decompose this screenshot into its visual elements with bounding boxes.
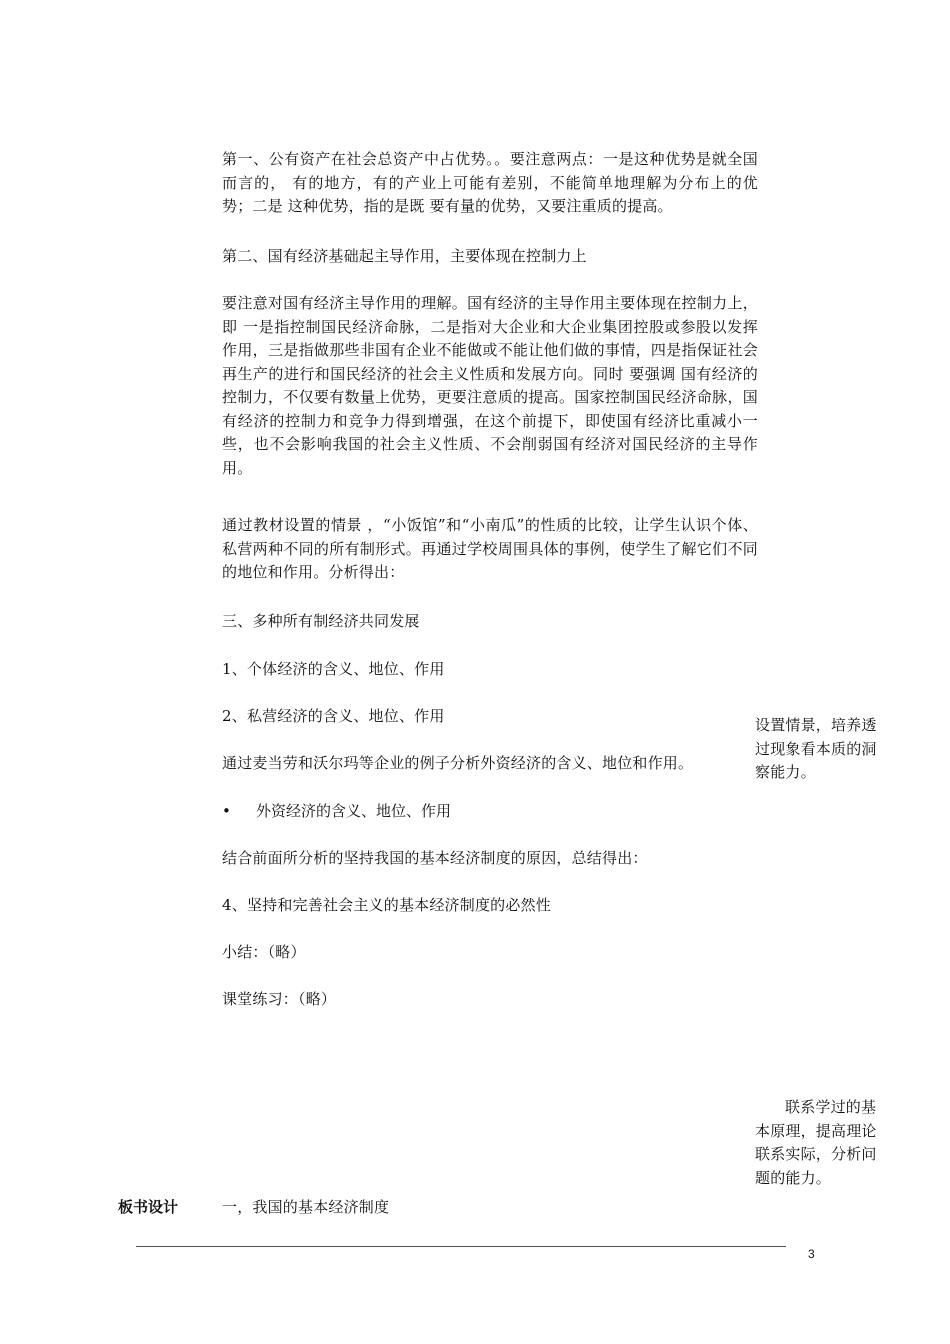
bullet-item-foreign-economy [222, 800, 758, 824]
paragraph-state-economy-detail: 要注意对国有经济主导作用的理解。国有经济的主导作用主要体现在控制力上， 即 一是指控制国民经济命脉，二是指对大企业和大企业集团控股或参股以发挥作用，三是指做那些非国有企业不能做或不能让他们做的事情，四是指保证社会再生产的进行和国民经济的社会主义性质和发展方向。同时 要强调 国有经济的控制力，不仅要有数量上优势，更要注意质的提高。国家控制国民经济命脉，国有经济的控制力和竞争力得到增强，在这个前提下，即使国有经济比重减小一些，也不会影响我国的社会主义性质、不会削弱国有经济对国民经济的主导作用。 [222, 294, 758, 477]
list-item-private-economy: 2、私营经济的含义、地位、作用 [222, 707, 445, 725]
paragraph-summary-intro: 结合前面所分析的坚持我国的基本经济制度的原因，总结得出： [222, 849, 648, 867]
paragraph-textbook-scenario: 通过教材设置的情景 ，“小饭馆”和“小南瓜”的性质的比较，让学生认识个体、私营两种不同的所有制形式。再通过学校周围具体的事例，使学生了解它们不同的地位和作用。分析得出： [222, 516, 758, 581]
list-item-individual-economy: 1、个体经济的含义、地位、作用 [222, 660, 445, 678]
footer-divider [136, 1246, 786, 1247]
paragraph-foreign-capital-example: 通过麦当劳和沃尔玛等企业的例子分析外资经济的含义、地位和作用。 [222, 754, 694, 772]
bullet-item-text: 外资经济的含义、地位、作用 [256, 802, 452, 820]
section-heading-multiple-ownership: 三、多种所有制经济共同发展 [222, 612, 420, 630]
side-note-theory: 联系学过的基本原理，提高理论联系实际，分析问题的能力。 [755, 1098, 877, 1187]
paragraph-public-assets: 第一、公有资产在社会总资产中占优势。。要注意两点：一是这种优势是就全国而言的， 有的地方，有的产业上可能有差别，不能简单地理解为分布上的优势；二是 这种优势，指的是既 要有量的优势，又要注重质的提高。 [222, 150, 758, 215]
bullet-dot-icon: • [222, 802, 231, 820]
class-exercise-line: 课堂练习：（略） [222, 990, 337, 1008]
board-design-content: 一，我国的基本经济制度 [222, 1198, 390, 1216]
board-design-label: 板书设计 [118, 1198, 179, 1216]
summary-line: 小结：（略） [222, 943, 306, 961]
paragraph-state-economy-heading: 第二、国有经济基础起主导作用，主要体现在控制力上 [222, 247, 587, 265]
side-note-scenario: 设置情景，培养透过现象看本质的洞察能力。 [755, 716, 877, 781]
list-item-necessity: 4、坚持和完善社会主义的基本经济制度的必然性 [222, 896, 551, 914]
page-number: 3 [808, 1247, 815, 1261]
